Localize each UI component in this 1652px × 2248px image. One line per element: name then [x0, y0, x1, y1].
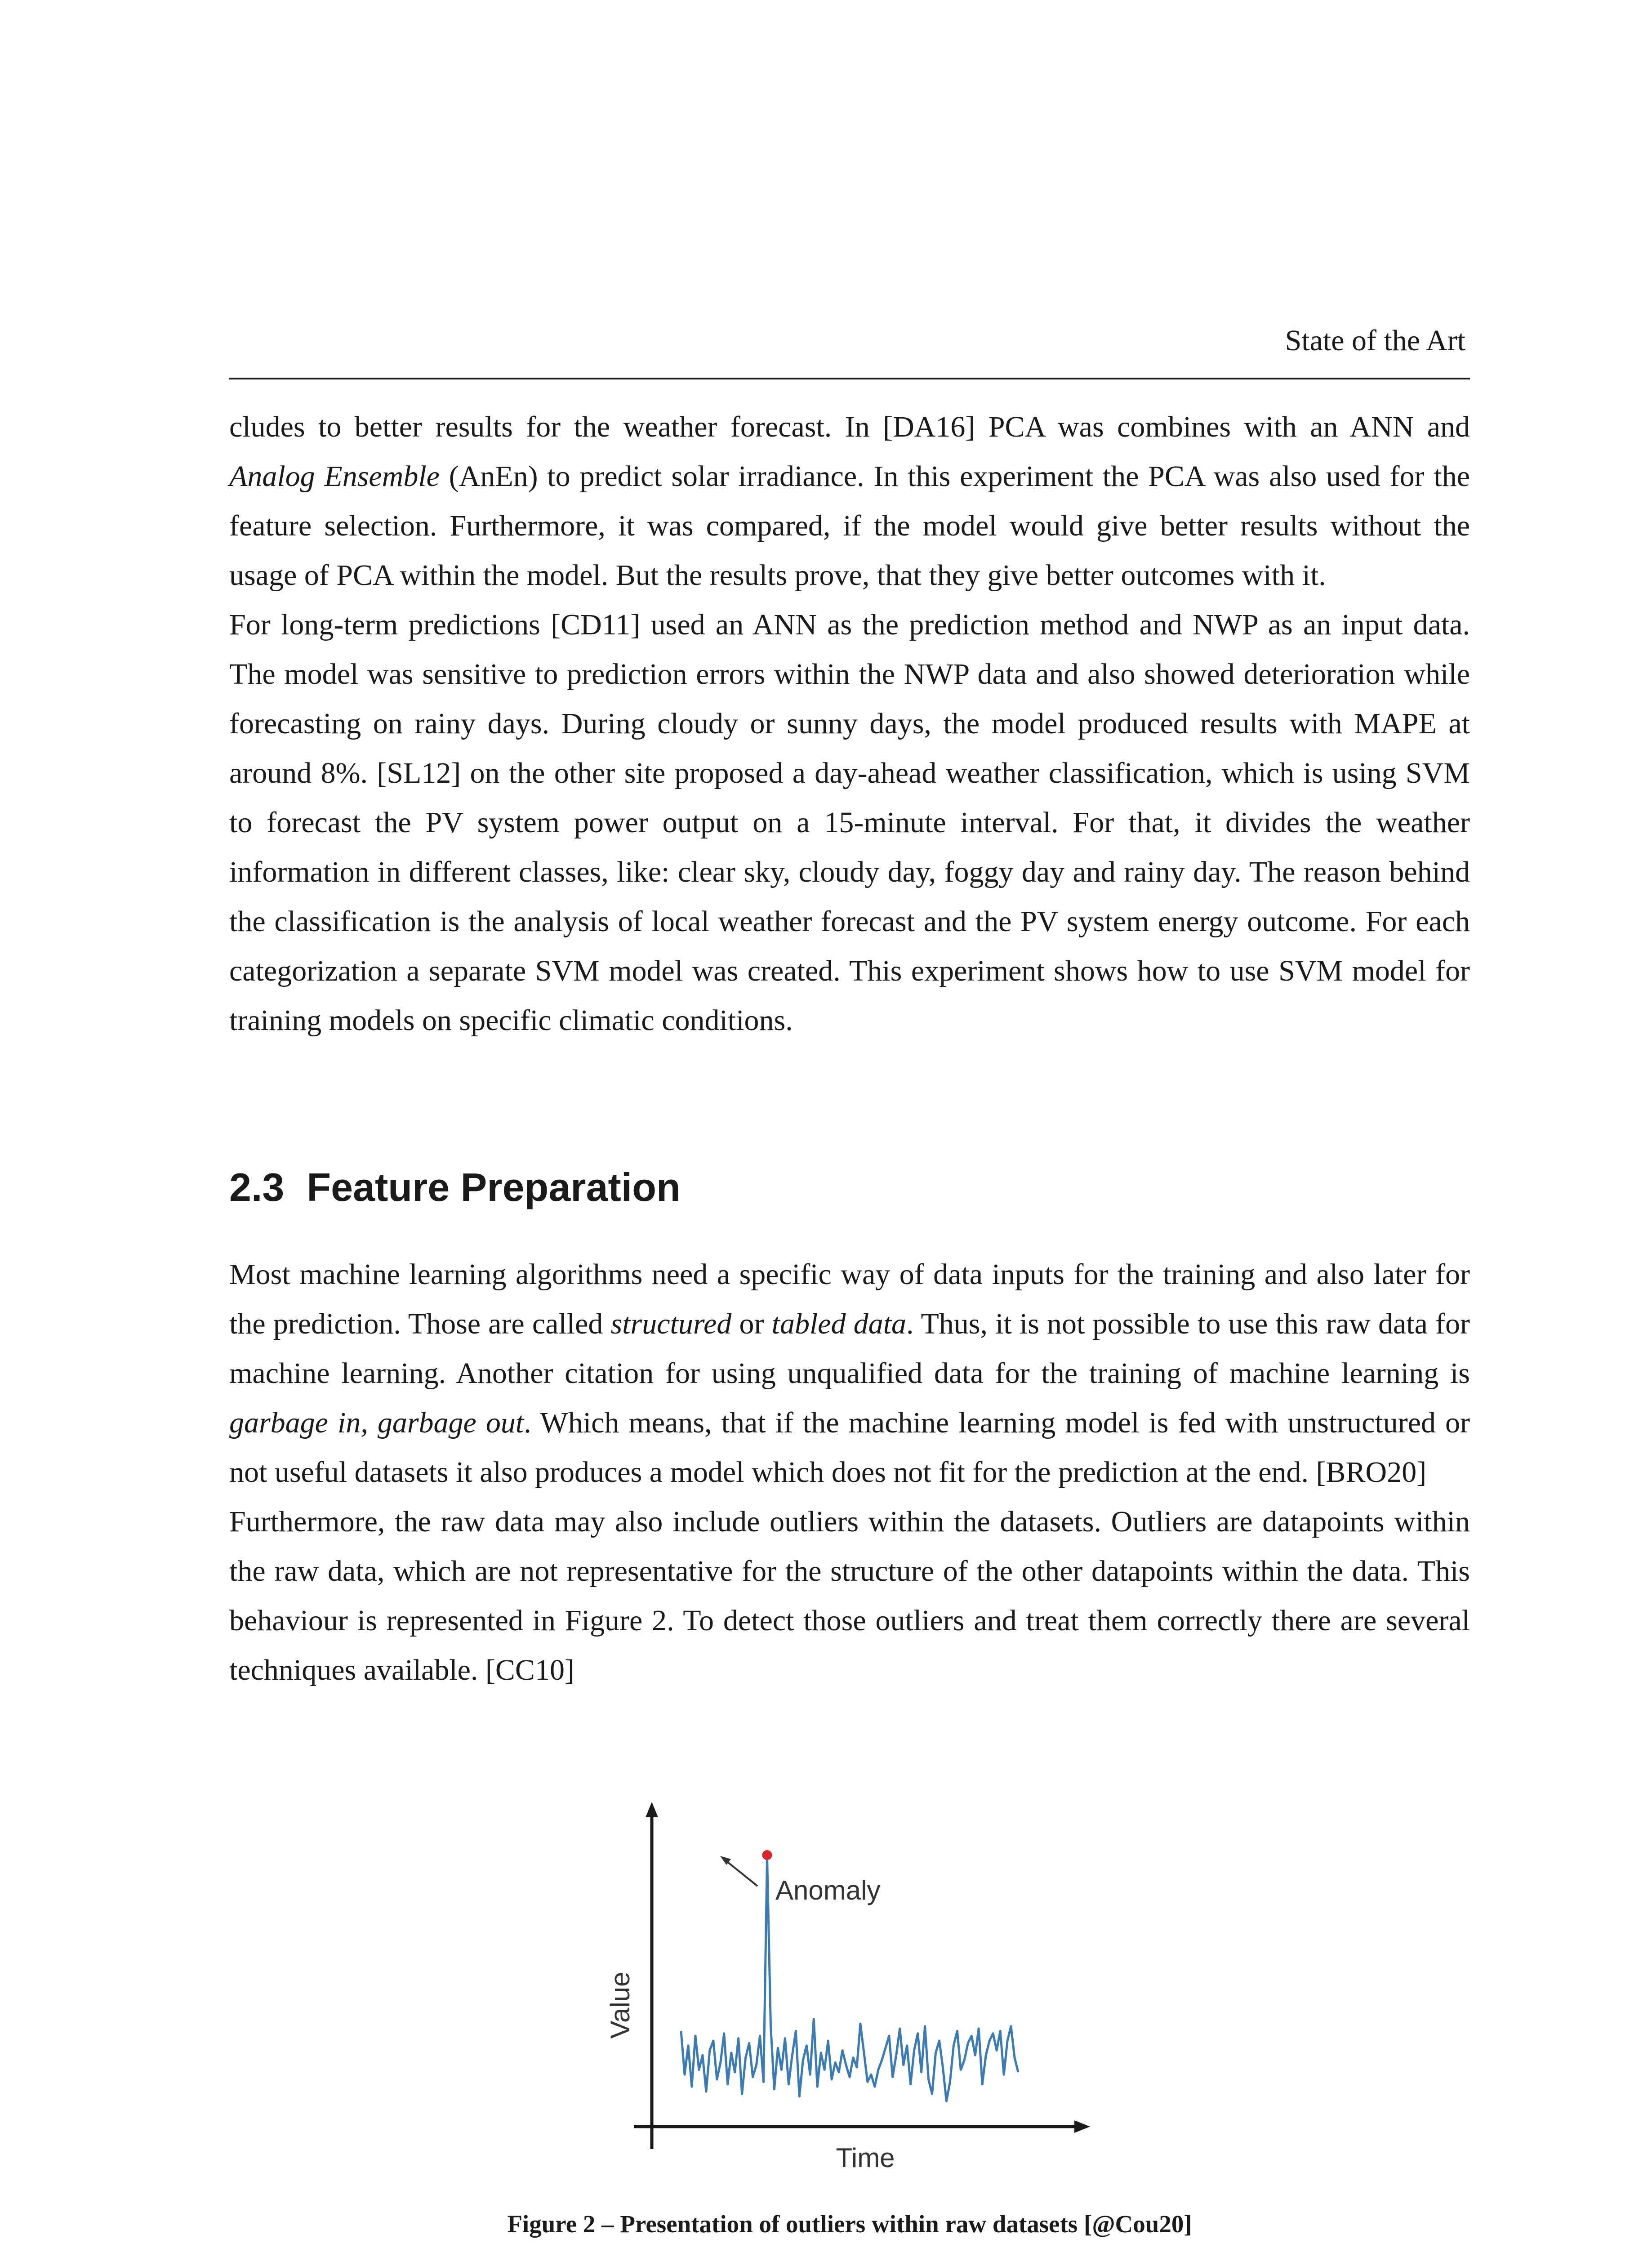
paragraph: Most machine learning algorithms need a specific way of data inputs for the training and also later for the prediction. Those are called structured or tabled data. Thus, it is not possible to use this raw data for machine learning. Another citation for using unqualified data for the training of machine learning is garbage in, garbage out. Which means, that if the machine learning model is fed with unstructured or not useful datasets it also produces a model which does not fit for the prediction at the end. [BRO20]: [229, 1258, 1470, 1489]
y-axis-label: Value: [605, 1971, 635, 2039]
section-body: [229, 1250, 1470, 1695]
anomaly-point: [762, 1850, 772, 1860]
figure-caption: Figure 2 – Presentation of outliers within raw datasets [@Cou20]: [507, 2210, 1192, 2238]
paragraph: cludes to better results for the weather forecast. In [DA16] PCA was combines with an ANN and Analog Ensemble (AnEn) to predict solar irradiance. In this experiment the PCA was also used for the feature selection. Furthermore, it was compared, if the model would give better results without the usage of PCA within the model. But the results prove, that they give better outcomes with it.: [229, 410, 1470, 592]
figure-outliers: [602, 1794, 1106, 2176]
annotation-label: Anomaly: [775, 1875, 881, 1905]
x-axis-arrowhead: [1074, 2120, 1090, 2133]
section-heading: [229, 1164, 1470, 1210]
running-header-title: State of the Art: [1285, 324, 1465, 357]
paragraph: Furthermore, the raw data may also include outliers within the datasets. Outliers are datapoints within the raw data, which are not representative for the structure of the other datapoints within the data. This behaviour is represented in Figure 2. To detect those outliers and treat them correctly there are several techniques available. [CC10]: [229, 1505, 1470, 1686]
section-title: Feature Preparation: [307, 1165, 681, 1209]
emphasis-term: structured: [610, 1307, 732, 1340]
x-axis-label: Time: [836, 2143, 895, 2173]
emphasis-term: tabled data: [771, 1307, 907, 1340]
paragraph: For long-term predictions [CD11] used an ANN as the prediction method and NWP as an input data. The model was sensitive to prediction errors within the NWP data and also showed deterioration while forecasting on rainy days. During cloudy or sunny days, the model produced results with MAPE at around 8%. [SL12] on the other site proposed a day-ahead weather classification, which is using SVM to forecast the PV system power output on a 15-minute interval. For that, it divides the weather information in different classes, like: clear sky, cloudy day, foggy day and rainy day. The reason behind the classification is the analysis of local weather forecast and the PV system energy outcome. For each categorization a separate SVM model was created. This experiment shows how to use SVM model for training models on specific climatic conditions.: [229, 608, 1470, 1037]
emphasis-term: Analog Ensemble: [229, 460, 440, 493]
running-header: [229, 315, 1470, 379]
y-axis-arrowhead: [646, 1802, 658, 1817]
outlier-line-chart: [602, 1794, 1106, 2176]
emphasis-term: garbage in, garbage out: [229, 1406, 524, 1439]
section-number: 2.3: [229, 1165, 285, 1209]
body-text-continued: [229, 402, 1470, 1045]
